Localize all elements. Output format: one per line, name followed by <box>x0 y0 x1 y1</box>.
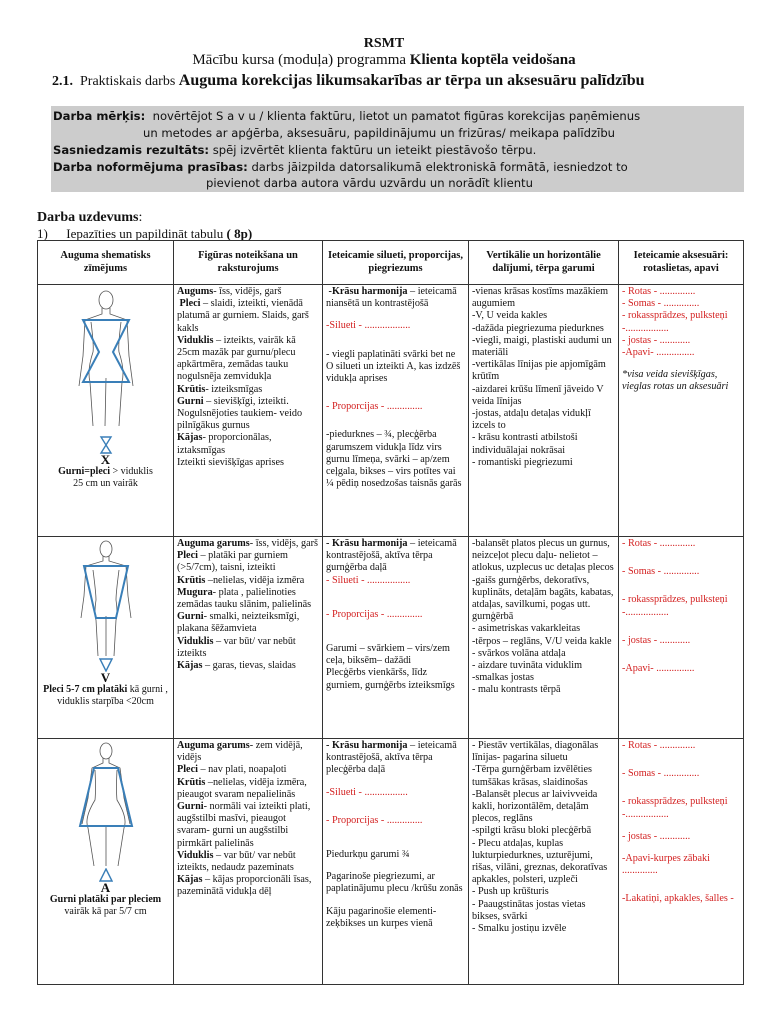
table-header-row <box>38 241 744 285</box>
accessory-line: - Rotas - .............. <box>622 740 696 751</box>
trait-text: - plata , palielinoties zemādas tauku slānim, palielinās <box>177 586 312 611</box>
figure-caption <box>41 684 170 708</box>
trait-text: Izteikti sievišķīgas aprises <box>177 456 284 468</box>
table-row <box>38 739 744 985</box>
caption-text: vairāk kā par 5/7 cm <box>64 906 147 918</box>
accessory-note: *visa veida sievišķīgas, vieglas rotas un aksesuāri <box>622 369 729 393</box>
harmony-text: – ieteicamā kontrastējošā, aktīva tērpa gurnģērba daļā <box>326 538 457 574</box>
accessory-line: - jostas - ............ <box>622 830 691 842</box>
result-label: Sasniedzamis rezultāts: <box>53 143 210 157</box>
figure-letter: X <box>100 452 111 467</box>
figure-cell <box>38 537 174 739</box>
silhouette-cell <box>323 739 469 985</box>
trait-text: – kājas proporcionāli īsas, pazeminātā vidukļa dēļ <box>177 874 312 898</box>
task-number: 2.1. <box>52 74 73 89</box>
divisions-cell: -vienas krāsas kostīms mazākiem augumiem -V, U veida kakles -dažāda piegriezuma piedurknes -viegli, maigi, plastiski audumi un materiāli -vertikālas līnijas pie apjomīgām krūtīm -aizdarei krūšu līmenī jāveido V veida līnijas -jostas, atdaļu detaļas vidukļī izcels to - krāsu kontrasti atbilstoši individuālajai nokrāsai - romantiski piegriezumi <box>469 285 619 537</box>
trait-text: - normāli vai izteikti plati, augšstilbi masīvi, pieaugot svaram- gurni un augšstilbi pirmkārt palielinās <box>177 801 311 849</box>
accessory-line: -Apavi-kurpes zābaki .............. <box>622 853 710 877</box>
trait-text: - proporcionālas, iztaksmīgas <box>177 432 272 456</box>
silhouette-blank: - Silueti - ................. <box>326 574 411 586</box>
characteristics-cell <box>174 739 323 985</box>
trait-line <box>177 457 319 469</box>
col-header: Ieteicamie silueti, proporcijas, piegriezums <box>323 241 469 285</box>
trait-label: Pleci <box>179 298 201 310</box>
caption-text-2: 25 cm un vairāk <box>73 478 138 490</box>
harmony-line <box>326 286 465 310</box>
trait-label: Krūtis <box>177 574 206 586</box>
trait-line <box>177 396 319 433</box>
col-header: Figūras noteikšana un raksturojums <box>174 241 323 285</box>
trait-line <box>177 575 319 587</box>
caption-bold: Pleci 5-7 cm platāki <box>43 684 128 696</box>
figure-cell <box>38 739 174 985</box>
harmony-text: – ieteicamā kontrastējošā, aktīva tērpa plecģērba daļā <box>326 740 457 776</box>
step-points: ( 8p) <box>226 226 253 241</box>
trait-label: Gurni <box>177 611 204 623</box>
trait-label: Viduklis <box>177 635 214 647</box>
body-figure-v-illustration <box>66 538 146 658</box>
proportion-blank: - Proporcijas - .............. <box>326 814 423 826</box>
trait-line <box>177 298 319 335</box>
silhouette-cell <box>323 537 469 739</box>
trait-text: – garas, tievas, slaidas <box>202 660 296 672</box>
harmony-label: -Krāsu harmonija <box>328 286 408 297</box>
trait-text: - zem vidējā, vidējs <box>177 740 303 764</box>
caption-text: kā gurni , viduklis starpība <20cm <box>57 684 168 708</box>
trait-text: – nav plati, noapaļoti <box>197 764 287 776</box>
figure-table <box>37 240 744 985</box>
trait-line <box>177 587 319 611</box>
assignment-label: Darba uzdevums <box>37 210 139 225</box>
trait-line <box>177 611 319 635</box>
goal-line-1 <box>53 109 640 124</box>
accessory-line: - Somas - .............. <box>622 768 700 780</box>
trait-label: Pleci <box>177 764 198 776</box>
accessory-line: - Rotas - .............. <box>622 538 696 549</box>
trait-line <box>177 636 319 660</box>
result-line <box>53 143 536 158</box>
task-title <box>52 72 762 90</box>
divisions-cell: - Piestāv vertikālas, diagonālas līnijas- pagarina siluetu -Tērpa gurnģērbam izvēlēties tumšākas krāsas, slaidinošas -Balansēt plecus ar laivivveida kakli, horizontālēm, detaļām plecos, reglāns -spilgti krāsu bloki plecģērbā - Plecu atdaļas, kuplas lukturpiedurknes, uzturējumi, rišas, vilāni, greznas, dekoratīvas apkakles, polsteri, uzpleči - Push up krūšturis - Paaugstinātas jostas vietas bikses, svārki - Smalku jostiņu izvēle <box>469 739 619 985</box>
trait-label: Augums <box>177 286 214 297</box>
trait-label: Kājas <box>177 660 203 672</box>
trait-line <box>177 335 319 384</box>
trait-line <box>177 384 319 396</box>
trait-label: Krūtis <box>177 383 206 395</box>
figure-letter: V <box>100 670 111 685</box>
col-header: Auguma shematisks zīmējums <box>38 241 174 285</box>
accessory-line: - Somas - .............. <box>622 298 700 310</box>
silhouette-blank: -Silueti - ................. <box>326 786 408 798</box>
harmony-label: - Krāsu harmonija <box>326 740 408 751</box>
caption-bold: Gurni platāki par pleciem <box>49 894 162 906</box>
trait-label: Auguma garums <box>177 740 250 751</box>
figure-letter: A <box>100 880 111 895</box>
format-text-1: darbs jāizpilda datorsalikumā elektroniskā formātā, iesniedzot to <box>251 160 628 174</box>
trait-label: Krūtis <box>177 776 206 788</box>
trait-text: –nelielas, vidēja izmēra, pieaugot svaram nepalielinās <box>177 776 307 800</box>
lengths-text: -piedurknes – ¾, plecģērba garumszem vidukļa līdz virs gurnu līmeņa, svārki – ap/zem ceļgala, bikses – virs potītes vai ¼ pēdiņ nosedzošas taisnās garās <box>326 429 462 490</box>
caption-bold: Gurni=pleci <box>58 466 110 478</box>
col-header: Vertikālie un horizontālie dalījumi, tērpa garumi <box>469 241 619 285</box>
lengths-text: Garumi – svārkiem – virs/zem ceļa, biksēm– dažādi <box>326 643 450 667</box>
format-label: Darba noformējuma prasības: <box>53 160 248 174</box>
goal-label: Darba mērķis: <box>53 109 146 123</box>
trait-text: - īss, vidējs, garš <box>249 538 318 549</box>
info-box <box>51 106 744 192</box>
proportion-blank: - Proporcijas - .............. <box>326 608 423 620</box>
accessory-line: - Somas - .............. <box>622 566 700 578</box>
figure-caption <box>41 894 170 918</box>
trait-label: Viduklis <box>177 849 214 861</box>
trait-line <box>177 777 319 801</box>
body-figure-a-illustration <box>64 740 148 868</box>
legs-text: Kāju pagarinošie elementi- zeķbikses un kurpes vienā <box>326 905 437 929</box>
accessory-line: - jostas - ............ <box>622 634 691 646</box>
accessory-line: - rokassprādzes, pulksteņi -................. <box>622 594 728 618</box>
cuts-text: Pagarinoše piegriezumi, ar paplatinājumu plecu /krūšu zonās <box>326 871 463 895</box>
trait-label: Viduklis <box>177 334 214 346</box>
format-text-2: pievienot darba autora vārdu uzvārdu un norādīt klientu <box>206 176 533 190</box>
silhouette-blank: -Silueti - .................. <box>326 320 411 332</box>
trait-label: Kājas <box>177 874 203 886</box>
trait-line <box>177 874 319 898</box>
body-figure-x-illustration <box>61 286 151 436</box>
trait-label: Kājas <box>177 432 203 444</box>
caption-text: > viduklis <box>109 466 153 478</box>
trait-label: Gurni <box>177 395 204 407</box>
trait-line <box>177 286 319 298</box>
harmony-line <box>326 740 465 777</box>
harmony-label: - Krāsu harmonija <box>326 538 408 549</box>
trait-line <box>177 538 319 550</box>
table-row <box>38 285 744 537</box>
figure-cell <box>38 285 174 537</box>
trait-label: Mugura <box>177 586 213 598</box>
trait-text: – izteikts, vairāk kā 25cm mazāk par gurnu/plecu apkārtmēra, zemādas tauku nogulsnēja zemvidukļa <box>177 334 296 383</box>
program-name: Klienta koptēla veidošana <box>409 52 576 68</box>
assignment-heading <box>37 210 142 226</box>
silhouette-cell <box>323 285 469 537</box>
figure-caption <box>41 466 170 490</box>
task-name: Auguma korekcijas likumsakarības ar tērpa un aksesuāru palīdzību <box>178 72 645 89</box>
proportion-blank: - Proporcijas - .............. <box>326 401 423 413</box>
harmony-line <box>326 538 465 575</box>
trait-line <box>177 740 319 764</box>
accessories-cell <box>619 739 744 985</box>
trait-label: Gurni <box>177 801 204 813</box>
trait-line <box>177 660 319 672</box>
trait-label: Auguma garums <box>177 538 250 549</box>
silhouette-text: - viegli paplatināti svārki bet ne O silueti un izteikti A, kas izdzēš vidukļa aprises <box>326 348 461 385</box>
task-prefix: Praktiskais darbs <box>80 74 176 89</box>
accessory-line: - jostas - ............ <box>622 334 691 346</box>
accessory-line: -Apavi- ............... <box>622 347 695 359</box>
format-line-1 <box>53 160 628 175</box>
divisions-cell: -balansēt platos plecus un gurnus, neizceļot plecu daļu- nelietot –atlokus, uzplecus uc detaļas plecos -gaišs gurnģērbs, dekoratīvs, kuplināts, detaļām bagāts, kabatas, atdaļas, savilkumi, pogas utt. gurnģērbā - asimetriskas vakarkleitas -tērpos – reglāns, V/U veida kakle - svārkos volāna atdaļa - aizdare tuvināta viduklim -smalkas jostas - malu kontrasts tērpā <box>469 537 619 739</box>
sleeve-text: Piedurkņu garumi ¾ <box>326 849 410 861</box>
trait-text: - izteiksmīgas <box>205 383 263 395</box>
characteristics-cell <box>174 285 323 537</box>
program-title <box>0 52 768 69</box>
trait-line <box>177 550 319 574</box>
accessory-line: -Apavi- ............... <box>622 663 695 675</box>
trait-line <box>177 432 319 456</box>
accessories-cell <box>619 537 744 739</box>
goal-text-1: novērtējot S a v u / klienta faktūru, lietot un pamatot figūras korekcijas paņēmienus <box>152 109 641 123</box>
trait-line <box>177 801 319 850</box>
top-garment-text: Plecģērbs vienkāršs, līdz gurniem, gurnģērbs izteiksmīgs <box>326 667 455 691</box>
goal-text-2: un metodes ar apģērba, aksesuāru, papildinājumu un frizūras/ meikapa palīdzību <box>143 126 616 140</box>
accessory-line: - rokassprādzes, pulksteņi -................. <box>622 796 728 820</box>
trait-label: Pleci <box>177 550 198 562</box>
trait-text: - īss, vidējs, garš <box>213 286 282 297</box>
trait-text: - smalki, neizteiksmīgi, plakana šēžamvieta <box>177 611 300 635</box>
trait-text: – sievišķīgi, izteikti. Nogulsnējoties taukiem- veido pilnīgākus gurnus <box>177 395 303 432</box>
trait-text: –nelielas, vidēja izmēra <box>205 574 305 586</box>
characteristics-cell <box>174 537 323 739</box>
step-number: 1) <box>37 226 48 241</box>
trait-line <box>177 850 319 874</box>
result-text: spēj izvērtēt klienta faktūru un ieteikt piestāvošo tērpu. <box>212 143 537 157</box>
trait-text: – var būt/ var nebūt izteikts <box>177 635 296 659</box>
accessory-line: - rokassprādzes, pulksteņi -................. <box>622 310 728 334</box>
header-rsmt: RSMT <box>363 36 405 51</box>
accessory-line: - Rotas - .............. <box>622 286 696 297</box>
assignment-colon: : <box>138 210 143 225</box>
trait-text: – platāki par gurniem (>5/7cm), taisni, izteikti <box>177 550 288 574</box>
accessories-cell <box>619 285 744 537</box>
trait-text: – var būt/ var nebūt izteikts, nedaudz pazeminats <box>177 849 296 874</box>
trait-text: – slaidi, izteikti, vienādā platumā ar gurniem. Slaids, garš kakls <box>177 298 309 334</box>
program-prefix: Mācību kursa (moduļa) programma <box>192 52 407 68</box>
table-row <box>38 537 744 739</box>
step-text: Iepazīties un papildināt tabulu <box>66 226 224 241</box>
accessory-line: -Lakatiņi, apkakles, šalles - <box>622 893 734 905</box>
harmony-text: – ieteicamā niansētā un kontrastējošā <box>326 286 457 310</box>
trait-line <box>177 764 319 776</box>
col-header: Ieteicamie aksesuāri: rotaslietas, apavi <box>619 241 744 285</box>
